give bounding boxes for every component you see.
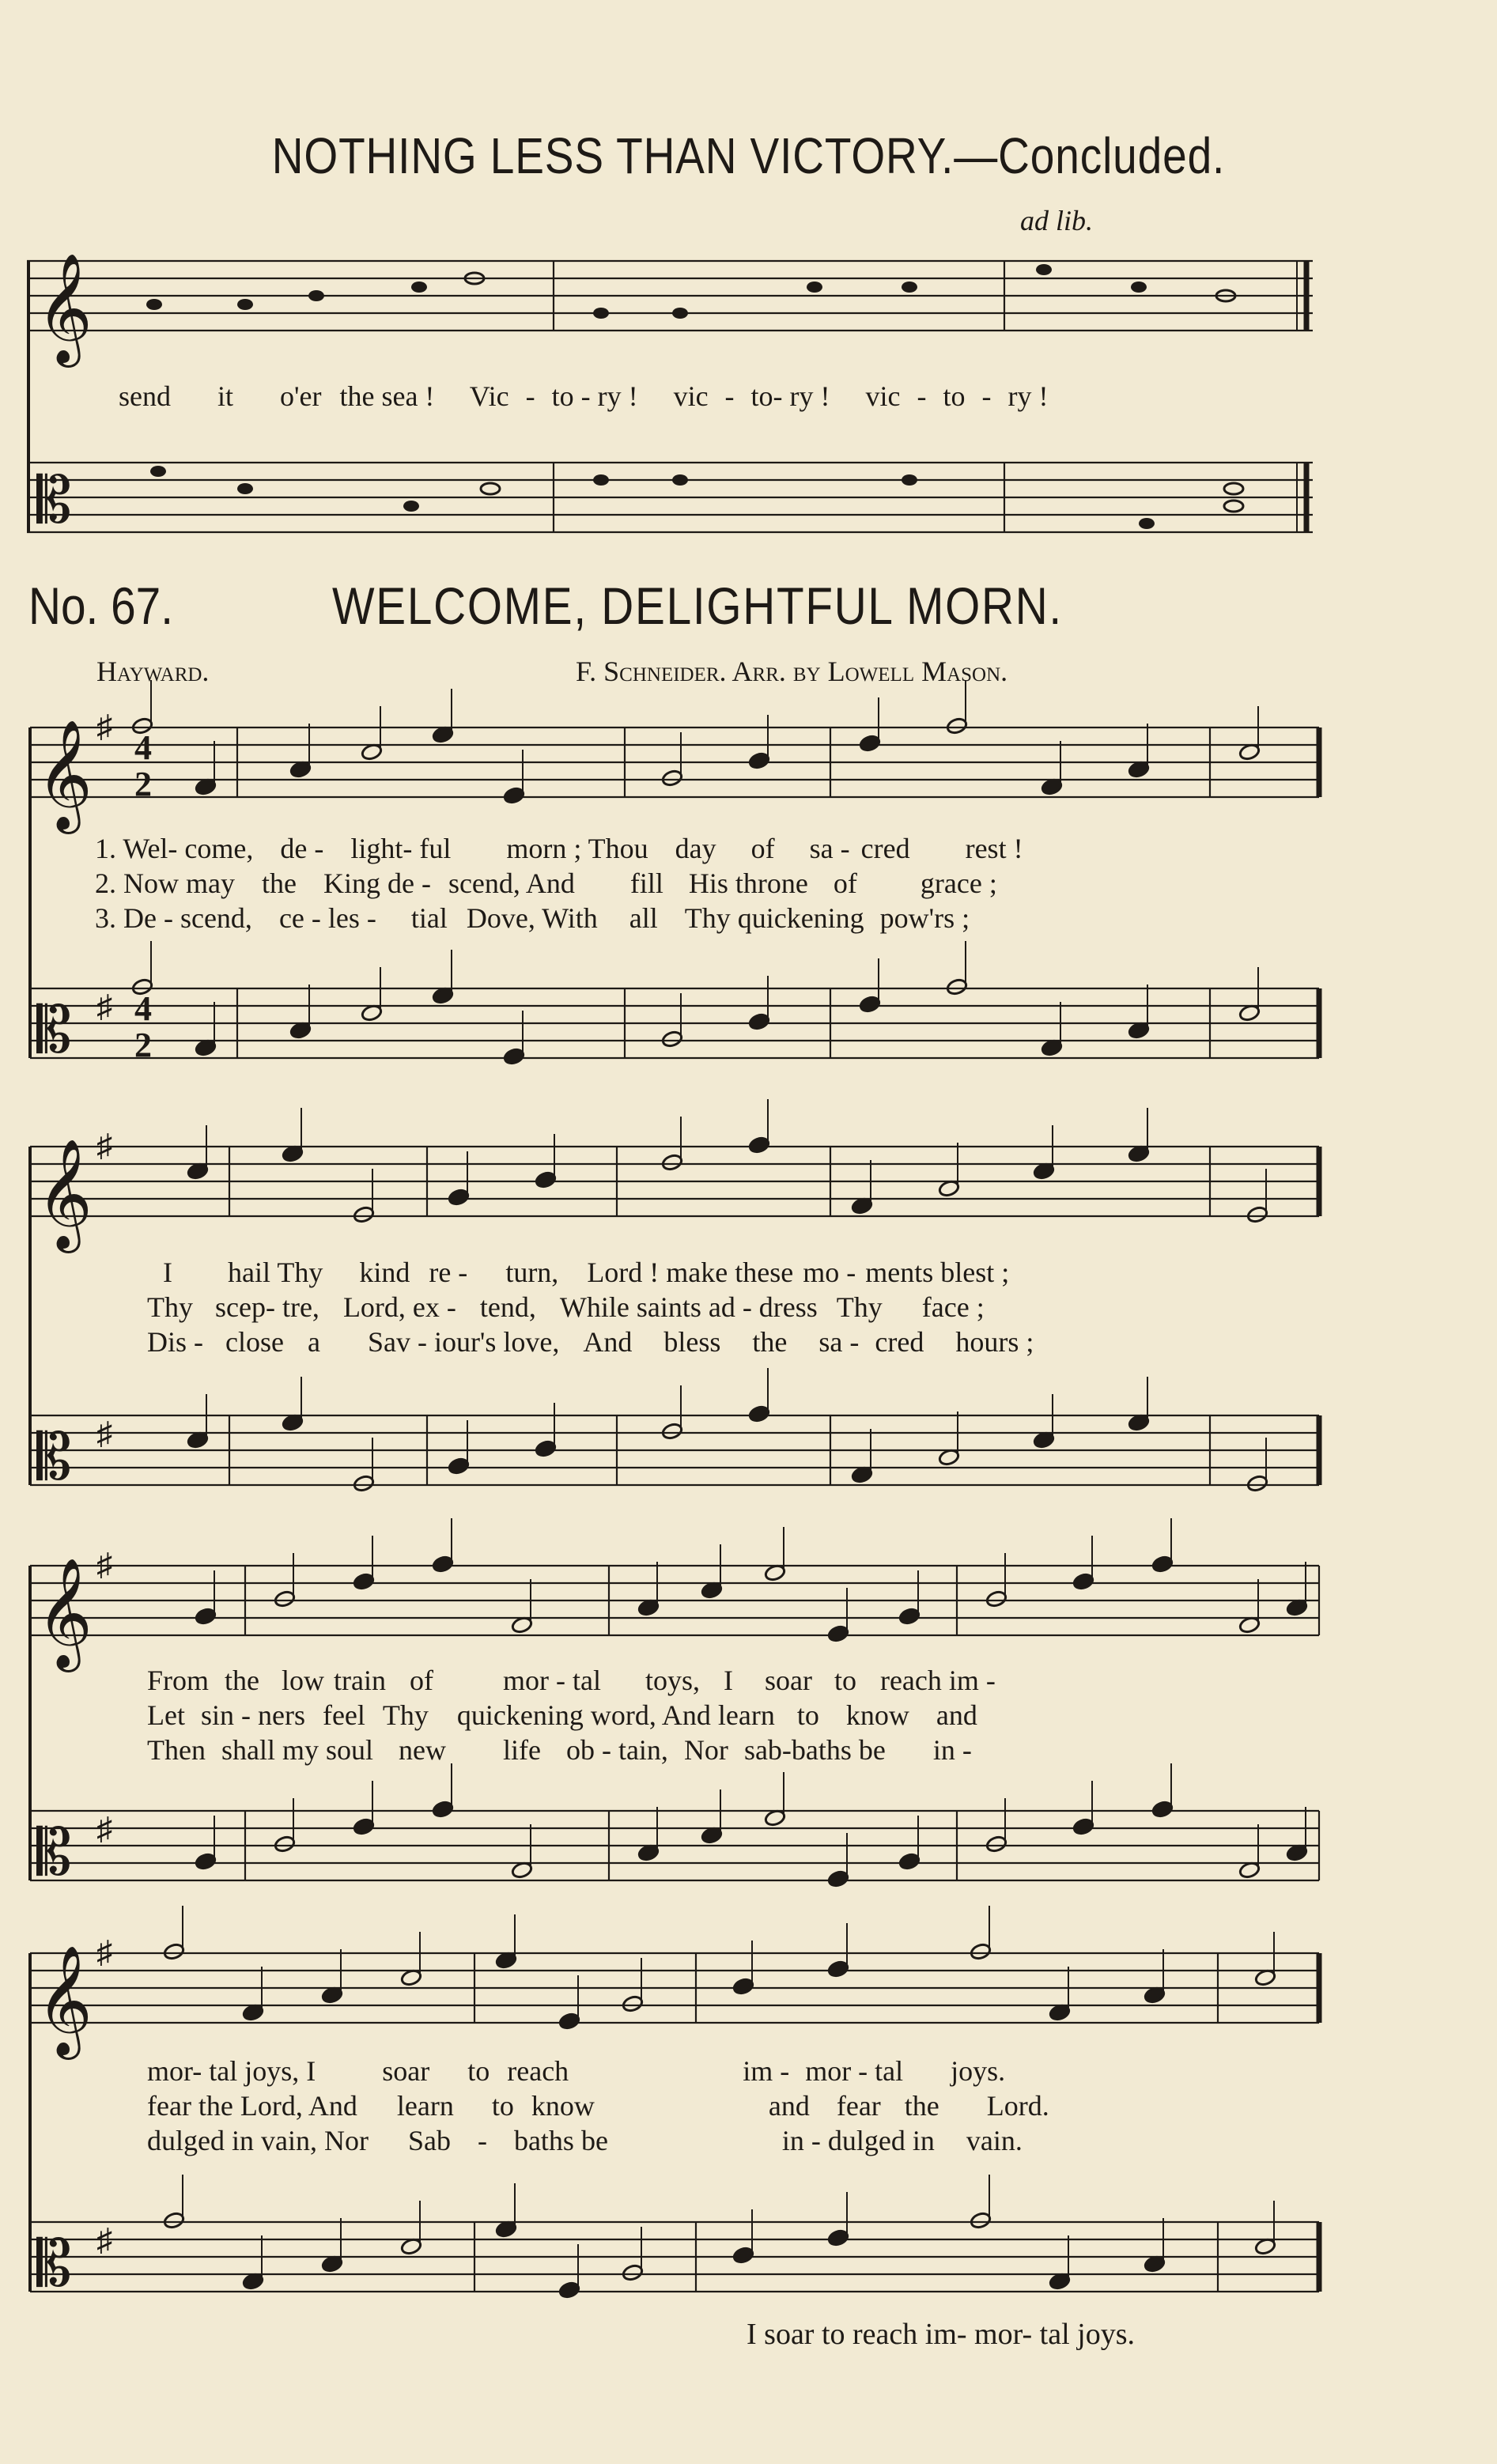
note-head [1246,1205,1268,1223]
note-head [622,1994,644,2012]
note-head [661,1030,683,1048]
note-head [535,1439,557,1457]
verse-line: Dis - close a Sav - iour's love, And bless the sa - cred hours ; [147,1326,1034,1358]
bass-clef-icon: 𝄡 [36,1423,72,1493]
bass-clef-icon: 𝄡 [36,996,72,1066]
note-head [448,1457,470,1475]
note-head [946,977,968,996]
time-signature-bottom: 2 [134,1026,152,1064]
note-head [748,1012,770,1030]
note-head [1151,1800,1174,1818]
note-head [827,2228,849,2247]
svg-text:𝄞: 𝄞 [36,255,93,361]
note-head [503,1047,525,1065]
time-signature-bottom: 2 [134,765,152,803]
note-head [432,1800,454,1818]
note-head [163,1942,185,1960]
note-head [274,1589,296,1608]
verse-line: I hail Thy kind re - turn, Lord ! make these mo - ments blest ; [163,1257,1010,1288]
treble-clef-icon: 𝄞 [36,1141,93,1246]
note-head [748,751,770,769]
note-head [898,1607,921,1625]
note-head [1072,1572,1094,1590]
note-head [859,995,881,1013]
verse-line: dulged in vain, Nor Sab - baths be in - dulged in vain. [147,2125,1023,2156]
note-head [732,1977,754,1995]
key-signature-sharp-icon: ♯ [96,1128,112,1163]
composer-credit: F. Schneider. Arr. by Lowell Mason. [576,656,1008,687]
time-signature-top: 4 [134,989,152,1028]
time-signature-top: 4 [134,728,152,767]
note-head [353,1205,375,1223]
verse-line: 2. Now may the King de - scend, And fill His throne of grace ; [95,867,997,899]
note-head [503,786,525,804]
treble-clef-icon: 𝄞 [36,1948,93,2053]
svg-text:𝄡: 𝄡 [36,467,72,536]
verse-line: fear the Lord, And learn to know and fear the Lord. [147,2090,1049,2122]
note-head [274,1835,296,1853]
bass-clef-icon: 𝄡 [36,1819,72,1888]
treble-clef-icon: 𝄞 [36,1560,93,1665]
note-head [622,2263,644,2281]
note-head [195,1852,217,1870]
note-head [163,2211,185,2229]
hymn-number: No. 67. [28,576,174,635]
key-signature-sharp-icon: ♯ [96,988,112,1024]
verse-line: Thy scep- tre, Lord, ex - tend, While saints ad - dress Thy face ; [147,1291,985,1323]
note-head [898,1852,921,1870]
note-head [827,1624,849,1642]
note-head [1151,1555,1174,1573]
hymn-title: WELCOME, DELIGHTFUL MORN. [332,576,1063,635]
note-head [353,1572,375,1590]
key-signature-sharp-icon: ♯ [96,1811,112,1846]
previous-hymn-lyrics: send it o'er the sea ! Vic - to - ry ! vic - to- ry ! vic - to - ry ! [119,380,1049,412]
note-head [859,734,881,752]
key-signature-sharp-icon: ♯ [96,709,112,744]
bass-clef-icon: 𝄡 [36,2230,72,2300]
note-head [661,1422,683,1440]
note-head [535,1170,557,1189]
note-head [558,2012,580,2030]
note-head [970,2211,992,2229]
note-head [195,1607,217,1625]
note-head [1246,1474,1268,1492]
note-head [970,1942,992,1960]
page-title: NOTHING LESS THAN VICTORY.—Concluded. [271,127,1226,184]
note-head [353,1474,375,1492]
note-head [353,1817,375,1835]
note-head [448,1188,470,1206]
verse-line: 1. Wel- come, de - light- ful morn ; Thou day of sa - cred rest ! [95,833,1023,864]
key-signature-sharp-icon: ♯ [96,1547,112,1582]
note-head [1072,1817,1094,1835]
verse-line: mor- tal joys, I soar to reach im - mor - tal joys. [147,2055,1006,2087]
note-head [827,1869,849,1888]
verse-line: 3. De - scend, ce - les - tial Dove, With all Thy quickening pow'rs ; [95,902,970,934]
note-head [661,769,683,787]
key-signature-sharp-icon: ♯ [96,2222,112,2258]
verse-line: Then shall my soul new life ob - tain, Nor sab-baths be in - [147,1734,972,1766]
verse-line: Let sin - ners feel Thy quickening word, And learn to know and [147,1699,977,1731]
note-head [748,1136,770,1154]
ad-lib-marking: ad lib. [1020,205,1094,236]
tune-name: Hayward. [96,656,210,687]
key-signature-sharp-icon: ♯ [96,1934,112,1970]
note-head [732,2246,754,2264]
note-head [432,1555,454,1573]
note-head [558,2281,580,2299]
bass-refrain-lyric: I soar to reach im- mor- tal joys. [747,2318,1135,2351]
note-head [748,1404,770,1423]
note-head [985,1835,1007,1853]
note-head [827,1959,849,1978]
note-head [661,1153,683,1171]
key-signature-sharp-icon: ♯ [96,1415,112,1451]
note-head [946,716,968,735]
treble-clef-icon: 𝄞 [36,722,93,827]
verse-line: From the low train of mor - tal toys, I soar to reach im - [147,1665,996,1696]
note-head [985,1589,1007,1608]
